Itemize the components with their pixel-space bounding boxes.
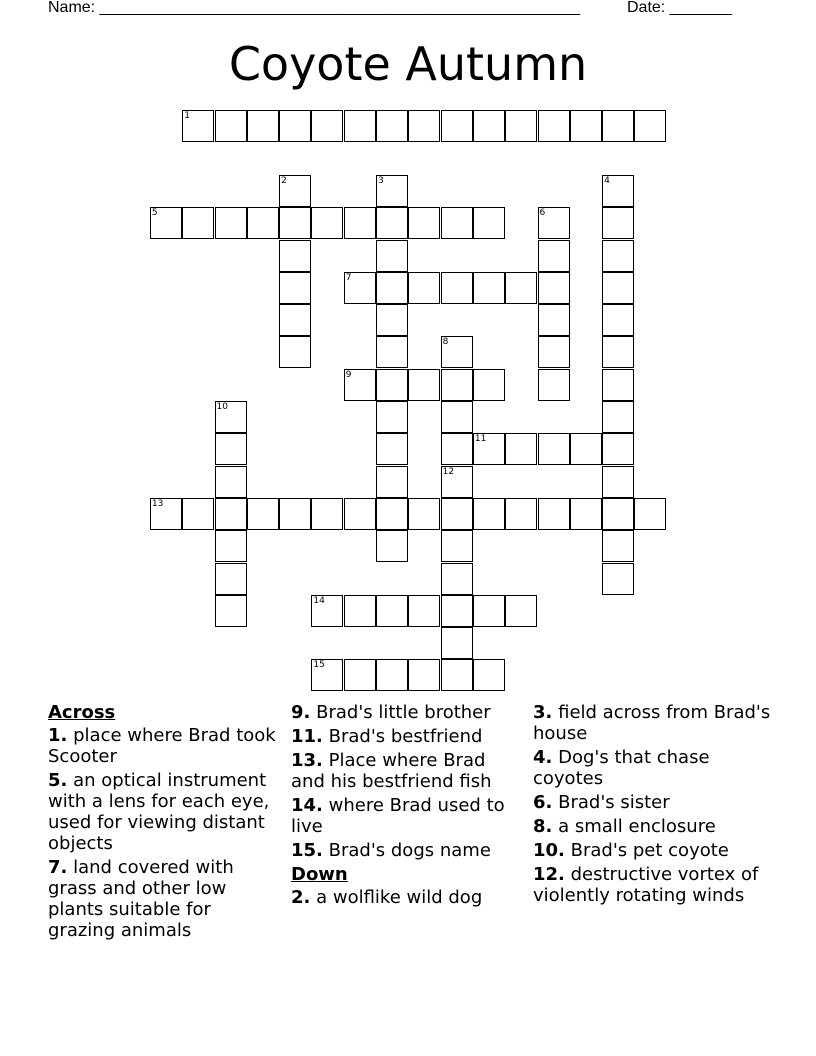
crossword-cell[interactable] xyxy=(376,175,408,207)
crossword-cell[interactable] xyxy=(441,563,473,595)
clue-down-12: 12. destructive vortex of violently rotating winds xyxy=(533,864,759,906)
crossword-cell[interactable] xyxy=(376,530,408,562)
crossword-cell[interactable] xyxy=(376,207,408,239)
crossword-cell[interactable] xyxy=(376,304,408,336)
crossword-cell[interactable] xyxy=(215,110,247,142)
crossword-cell[interactable] xyxy=(441,336,473,368)
crossword-cell[interactable] xyxy=(602,175,634,207)
crossword-cell[interactable] xyxy=(473,110,505,142)
crossword-cell[interactable] xyxy=(279,272,311,304)
crossword-cell[interactable] xyxy=(344,272,376,304)
crossword-cell[interactable] xyxy=(215,498,247,530)
crossword-cell[interactable] xyxy=(602,563,634,595)
crossword-cell[interactable] xyxy=(441,433,473,465)
crossword-cell[interactable] xyxy=(376,240,408,272)
crossword-cell[interactable] xyxy=(215,530,247,562)
crossword-cell[interactable] xyxy=(247,498,279,530)
crossword-cell[interactable] xyxy=(602,530,634,562)
page-title: Coyote Autumn xyxy=(228,37,588,91)
crossword-cell[interactable] xyxy=(376,272,408,304)
crossword-cell[interactable] xyxy=(215,401,247,433)
clue-across-5: 5. an optical instrument with a lens for each eye, used for viewing distant objects xyxy=(48,770,270,854)
crossword-cell[interactable] xyxy=(376,433,408,465)
clue-down-8: 8. a small enclosure xyxy=(533,816,716,837)
crossword-cell[interactable] xyxy=(602,498,634,530)
name-field-label: Name: ______________________________________________________ xyxy=(48,0,581,16)
crossword-cell[interactable] xyxy=(602,272,634,304)
clue-number: 7 xyxy=(345,272,352,283)
crossword-cell[interactable] xyxy=(376,595,408,627)
crossword-cell[interactable] xyxy=(538,304,570,336)
crossword-cell[interactable] xyxy=(602,240,634,272)
crossword-cell[interactable] xyxy=(538,369,570,401)
crossword-cell[interactable] xyxy=(215,563,247,595)
crossword-cell[interactable] xyxy=(279,175,311,207)
clue-number: 14 xyxy=(313,595,325,606)
crossword-cell[interactable] xyxy=(473,498,505,530)
clue-down-6: 6. Brad's sister xyxy=(533,792,670,813)
crossword-cell[interactable] xyxy=(311,595,343,627)
crossword-cell[interactable] xyxy=(441,369,473,401)
clue-number: 5 xyxy=(151,208,158,219)
clue-across-9: 9. Brad's little brother xyxy=(291,702,491,723)
crossword-cell[interactable] xyxy=(570,433,602,465)
crossword-cell[interactable] xyxy=(376,336,408,368)
clues-column-2 xyxy=(291,702,523,911)
crossword-cell[interactable] xyxy=(408,207,440,239)
clue-across-7: 7. land covered with grass and other low plants suitable for grazing animals xyxy=(48,857,234,941)
crossword-cell[interactable] xyxy=(408,369,440,401)
clue-across-1: 1. place where Brad took Scooter xyxy=(48,725,276,767)
crossword-cell[interactable] xyxy=(473,595,505,627)
crossword-cell[interactable] xyxy=(441,466,473,498)
crossword-cell[interactable] xyxy=(602,110,634,142)
crossword-cell[interactable] xyxy=(505,433,537,465)
crossword-cell[interactable] xyxy=(538,336,570,368)
clue-down-10: 10. Brad's pet coyote xyxy=(533,840,729,861)
clue-number: 1 xyxy=(184,111,190,122)
crossword-cell[interactable] xyxy=(279,498,311,530)
crossword-cell[interactable] xyxy=(473,207,505,239)
crossword-cell[interactable] xyxy=(247,207,279,239)
crossword-cell[interactable] xyxy=(311,498,343,530)
crossword-cell[interactable] xyxy=(473,433,505,465)
crossword-cell[interactable] xyxy=(408,498,440,530)
across-heading: Across xyxy=(48,702,116,723)
crossword-cell[interactable] xyxy=(538,433,570,465)
crossword-cell[interactable] xyxy=(602,433,634,465)
crossword-cell[interactable] xyxy=(634,498,666,530)
crossword-cell[interactable] xyxy=(634,110,666,142)
down-heading: Down xyxy=(291,864,348,885)
crossword-cell[interactable] xyxy=(505,498,537,530)
crossword-cell[interactable] xyxy=(279,240,311,272)
crossword-cell[interactable] xyxy=(441,595,473,627)
clue-number: 3 xyxy=(378,175,384,186)
clues-column-3 xyxy=(533,702,773,909)
crossword-cell[interactable] xyxy=(311,659,343,691)
clue-number: 12 xyxy=(442,466,455,477)
clue-number: 10 xyxy=(216,402,228,412)
crossword-cell[interactable] xyxy=(376,369,408,401)
clue-across-15: 15. Brad's dogs name xyxy=(291,840,491,861)
crossword-cell[interactable] xyxy=(344,110,376,142)
clue-down-2: 2. a wolflike wild dog xyxy=(291,887,483,908)
crossword-cell[interactable] xyxy=(150,207,182,239)
clue-number: 2 xyxy=(281,175,287,186)
crossword-cell[interactable] xyxy=(376,110,408,142)
crossword-cell[interactable] xyxy=(408,110,440,142)
crossword-cell[interactable] xyxy=(538,240,570,272)
crossword-cell[interactable] xyxy=(441,627,473,659)
crossword-cell[interactable] xyxy=(215,433,247,465)
crossword-cell[interactable] xyxy=(279,207,311,239)
clue-across-14: 14. where Brad used to live xyxy=(291,795,505,837)
crossword-cell[interactable] xyxy=(344,595,376,627)
clue-number: 8 xyxy=(442,337,449,348)
crossword-cell[interactable] xyxy=(538,498,570,530)
clue-number: 13 xyxy=(151,498,164,509)
crossword-cell[interactable] xyxy=(538,110,570,142)
crossword-cell[interactable] xyxy=(215,595,247,627)
crossword-cell[interactable] xyxy=(408,659,440,691)
clue-across-11: 11. Brad's bestfriend xyxy=(291,726,483,747)
crossword-cell[interactable] xyxy=(505,595,537,627)
clue-number: 9 xyxy=(345,369,352,380)
crossword-cell[interactable] xyxy=(473,659,505,691)
crossword-cell[interactable] xyxy=(441,110,473,142)
clue-number: 6 xyxy=(539,208,546,219)
crossword-cell[interactable] xyxy=(473,272,505,304)
crossword-cell[interactable] xyxy=(376,659,408,691)
crossword-cell[interactable] xyxy=(279,110,311,142)
crossword-cell[interactable] xyxy=(538,272,570,304)
crossword-cell[interactable] xyxy=(279,336,311,368)
crossword-cell[interactable] xyxy=(441,401,473,433)
crossword-cell[interactable] xyxy=(473,369,505,401)
crossword-cell[interactable] xyxy=(311,110,343,142)
clue-down-3: 3. field across from Brad's house xyxy=(533,702,771,744)
crossword-cell[interactable] xyxy=(408,595,440,627)
crossword-cell[interactable] xyxy=(279,304,311,336)
crossword-cell[interactable] xyxy=(182,207,214,239)
clue-down-4: 4. Dog's that chase coyotes xyxy=(533,747,710,789)
crossword-cell[interactable] xyxy=(376,401,408,433)
clues-column-1 xyxy=(48,702,280,944)
crossword-cell[interactable] xyxy=(408,272,440,304)
clue-number: 15 xyxy=(313,660,325,671)
crossword-cell[interactable] xyxy=(182,498,214,530)
crossword-cell[interactable] xyxy=(538,207,570,239)
crossword-cell[interactable] xyxy=(344,498,376,530)
date-field-label: Date: _______ xyxy=(627,0,732,16)
clue-number: 11 xyxy=(474,434,487,445)
crossword-cell[interactable] xyxy=(376,498,408,530)
crossword-cell[interactable] xyxy=(505,110,537,142)
crossword-cell[interactable] xyxy=(441,498,473,530)
crossword-cell[interactable] xyxy=(602,369,634,401)
crossword-cell[interactable] xyxy=(247,110,279,142)
crossword-cell[interactable] xyxy=(602,336,634,368)
crossword-cell[interactable] xyxy=(344,369,376,401)
crossword-cell[interactable] xyxy=(182,110,214,142)
clue-across-13: 13. Place where Brad and his bestfriend fish xyxy=(291,750,492,792)
crossword-cell[interactable] xyxy=(602,304,634,336)
crossword-cell[interactable] xyxy=(441,659,473,691)
clue-number: 4 xyxy=(604,175,610,186)
crossword-cell[interactable] xyxy=(602,207,634,239)
crossword-cell[interactable] xyxy=(344,207,376,239)
crossword-cell[interactable] xyxy=(441,272,473,304)
crossword-cell[interactable] xyxy=(376,466,408,498)
crossword-cell[interactable] xyxy=(602,401,634,433)
crossword-cell[interactable] xyxy=(215,466,247,498)
crossword-cell[interactable] xyxy=(570,110,602,142)
crossword-cell[interactable] xyxy=(602,466,634,498)
crossword-cell[interactable] xyxy=(311,207,343,239)
crossword-cell[interactable] xyxy=(505,272,537,304)
crossword-cell[interactable] xyxy=(441,207,473,239)
crossword-cell[interactable] xyxy=(344,659,376,691)
crossword-cell[interactable] xyxy=(570,498,602,530)
crossword-cell[interactable] xyxy=(441,530,473,562)
crossword-cell[interactable] xyxy=(150,498,182,530)
crossword-cell[interactable] xyxy=(215,207,247,239)
